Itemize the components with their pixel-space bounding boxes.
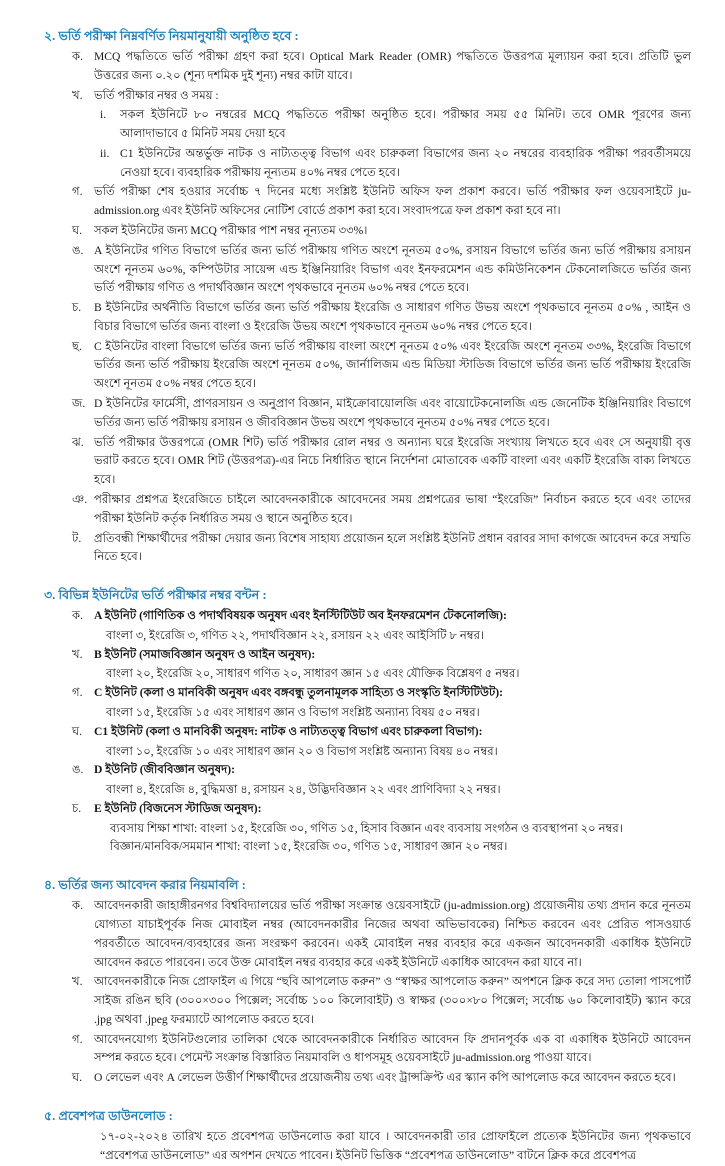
section-5-heading: ৫. প্রবেশপত্র ডাউনলোড : [44,1109,173,1124]
unit-title: D ইউনিট (জীববিজ্ঞান অনুষদ): [94,763,235,777]
list-item-text: A ইউনিটের গণিত বিভাগে ভর্তির জন্য ভর্তি পরীক্ষায় গণিত অংশে নূনতম ৫০%, রসায়ন বিভাগে ভর্তির জন্য ভর্তি পরীক্ষায় রসায়ন অংশে নূনতম ৬০%, কম্পিউটার সায়েন্স এন্ড ইঞ্জিনিয়ারিং বিভাগ এবং ইনফরমেশন এন্ড কমিউনিকেশন টেকনোলজিতে ভর্তির জন্য ভর্তি পরীক্ষায় গণিত ও পদার্থবিজ্ঞান অংশে পৃথকভাবে নূনতম ৬০% নম্বর পেতে হবে। [94,243,691,295]
unit-item [38,761,691,780]
unit-title: C ইউনিট (কলা ও মানবিকী অনুষদ এবং বঙ্গবন্ধু তুলনামূলক সাহিত্য ও সংস্কৃতি ইনস্টিটিউট): [94,686,504,700]
list-item-text: ভর্তি পরীক্ষা শেষ হওয়ার সর্বোচ্চ ৭ দিনের মধ্যে সংশ্লিষ্ট ইউনিট অফিস ফল প্রকাশ করবে। ভর্তি পরীক্ষার ফল ওয়েবসাইটে ju-admission.org এবং ইউনিট অফিসের নোটিশ বোর্ডে প্রকাশ করা হবে। সংবাদপত্রে ফল প্রকাশ করা হবে না। [94,185,691,218]
section-3 [38,587,691,857]
unit-item [38,723,691,742]
list-item-text: আবেদনকারী জাহাঙ্গীরনগর বিশ্ববিদ্যালয়ের ভর্তি পরীক্ষা সংক্রান্ত ওয়েবসাইটে (ju-admission.org) প্রয়োজনীয় তথ্য প্রদান করে নূনতম যোগ্যতা যাচাইপূর্বক নিজ মোবাইল নম্বর (আবেদনকারীর নিজের অথবা অভিভাবকের) নিশ্চিত করবেন এবং প্রেরিত পাসওয়ার্ড পরবর্তীতে আবেদন/ব্যবহারের জন্য সংরক্ষণ করবেন। একই মোবাইল নম্বর ব্যবহার করে একজন আবেদনকারী একাধিক ইউনিটে আবেদন করতে পারবেন। তবে উক্ত মোবাইল নম্বর ব্যবহার করে একই ইউনিটে একাধিক আবেদন করা যাবে না। [94,899,691,969]
list-marker: ঘ. [72,1071,83,1085]
list-marker: গ. [72,185,83,199]
list-marker: ঘ. [72,724,83,738]
list-item [38,183,691,221]
paragraph-block [38,1128,691,1166]
list-item-text: C1 ইউনিটের অন্তর্ভুক্ত নাটক ও নাট্যতত্ত্ব বিভাগ এবং চারুকলা বিভাগের জন্য ২০ নম্বরের ব্যবহারিক পরীক্ষা পরবর্তীসময়ে নেওয়া হবে। ব্যবহারিক পরীক্ষায় নূন্যতম ৪০% নম্বর পেতে হবে। [120,146,691,179]
section-gap [38,866,691,877]
list-marker: ক. [72,49,84,63]
unit-title: E ইউনিট (বিজনেস স্টাডিজ অনুষদ): [94,801,262,815]
section-gap [38,1097,691,1108]
list-marker: i. [100,108,107,122]
list-item-text: প্রতিবন্ধী শিক্ষার্থীদের পরীক্ষা দেয়ার জন্য বিশেষ সাহায্য প্রয়োজন হলে সংশ্লিষ্ট ইউনিট প্রধান বরাবর সাদা কাগজে আবেদন করে সম্মতি নিতে হবে। [94,531,691,564]
list-item [38,973,691,1029]
unit-detail: বাংলা ২০, ইংরেজি ২০, সাধারণ গণিত ২০, সাধারণ জ্ঞান ১৫ এবং যৌক্তিক বিশ্লেষণ ৫ নম্বর। [106,667,520,681]
list-item [38,145,691,183]
list-marker: ঙ. [72,243,84,257]
unit-item [38,684,691,703]
section-4 [38,877,691,1088]
list-marker: ঘ. [72,224,83,238]
list-marker: ii. [100,146,110,160]
list-marker: খ. [72,975,83,989]
list-item-text: MCQ পদ্ধতিতে ভর্তি পরীক্ষা গ্রহণ করা হবে। Optical Mark Reader (OMR) পদ্ধতিতে উত্তরপত্র মূল্যায়ন করা হবে। প্রতিটি ভুল উত্তরের জন্য ০.২০ (শূন্য দশমিক দুই শূন্য) নম্বর কাটা যাবে। [94,49,691,82]
list-item-text: ভর্তি পরীক্ষার উত্তরপত্রে (OMR শিট) ভর্তি পরীক্ষার রোল নম্বর ও অন্যান্য ঘরে ইংরেজি সংখ্যায় লিখতে হবে এবং সে অনুযায়ী বৃত্ত ভরাট করতে হবে। OMR শিট (উত্তরপত্র)-এর নিচে নির্ধারিত স্থানে নির্দেশনা মোতাবেক একটি বাংলা এবং একটি ইংরেজি বাক্য লিখতে হবে। [94,435,691,487]
list-item [38,395,691,433]
unit-item [38,607,691,626]
list-item [38,242,691,298]
unit-title: C1 ইউনিট (কলা ও মানবিকী অনুষদ: নাটক ও নাট্যতত্ত্ব বিভাগ এবং চারুকলা বিভাগ): [94,724,483,738]
list-item [38,491,691,529]
list-item [38,222,691,241]
list-item-text: O লেভেল এবং A লেভেল উত্তীর্ণ শিক্ষার্থীদের প্রয়োজনীয় তথ্য এবং ট্রান্সক্রিপ্ট এর স্ক্যান কপি আপলোড করে আবেদন করতে হবে। [94,1071,676,1085]
unit-item [38,800,691,819]
list-marker: ট. [72,531,82,545]
unit-detail: বাংলা ৪, ইংরেজি ৪, বুদ্ধিমত্তা ৪, রসায়ন ২৪, উদ্ভিদবিজ্ঞান ২২ এবং প্রাণিবিদ্যা ২২ নম্বর। [106,783,501,797]
list-marker: ঞ. [72,492,88,506]
list-marker: ছ. [72,339,82,353]
list-item-text: আবেদনযোগ্য ইউনিটগুলোর তালিকা থেকে আবেদনকারীকে নির্ধারিত আবেদন ফি প্রদানপূর্বক এক বা একাধিক ইউনিটে আবেদন সম্পন্ন করতে হবে। পেমেন্ট সংক্রান্ত বিস্তারিত নিয়মাবলি ও ধাপসমূহ ওয়েবসাইটে ju-admission.org পাওয়া যাবে। [94,1032,691,1065]
section-5-paragraph: ১৭-০২-২০২৪ তারিখ হতে প্রবেশপত্র ডাউনলোড করা যাবে । আবেদনকারী তার প্রোফাইলে প্রত্যেক ইউনিটের জন্য পৃথকভাবে “প্রবেশপত্র ডাউনলোড” এর অপশন দেখতে পাবেন। ইউনিট ভিত্তিক “প্রবেশপত্র ডাউনলোড” বাটনে ক্লিক করে প্রবেশপত্র [100,1130,691,1162]
list-marker: ঝ. [72,435,84,449]
list-marker: ক. [72,609,84,623]
list-item [38,87,691,106]
section-4-heading: ৪. ভর্তির জন্য আবেদন করার নিয়মাবলি : [44,878,246,893]
list-item [38,48,691,86]
list-item [38,1031,691,1069]
unit-detail: বাংলা ১০, ইংরেজি ১০ এবং সাধারণ জ্ঞান ২০ ও বিভাগ সংশ্লিষ্ট অন্যান্য বিষয় ৪০ নম্বর। [106,744,498,758]
list-item-text: B ইউনিটের অর্থনীতি বিভাগে ভর্তির জন্য ভর্তি পরীক্ষায় ইংরেজি ও সাধারণ গণিত উভয় অংশে পৃথকভাবে নূনতম ৫০% , আইন ও বিচার বিভাগে ভর্তির জন্য বাংলা ও ইংরেজি উভয় অংশে পৃথকভাবে নূনতম ৬০% নম্বর পেতে হবে। [94,301,691,333]
list-marker: গ. [72,686,83,700]
section-3-heading: ৩. বিভিন্ন ইউনিটের ভর্তি পরীক্ষার নম্বর বন্টন : [44,588,267,603]
list-item [38,530,691,568]
section-gap [38,576,691,587]
list-item-text: C ইউনিটের বাংলা বিভাগে ভর্তির জন্য ভর্তি পরীক্ষায় বাংলা অংশে নূনতম ৫০% এবং ইংরেজি অংশে নূনতম ৩৩%, ইংরেজি বিভাগে ভর্তির জন্য ভর্তি পরীক্ষায় ইংরেজি অংশে নূনতম ৫০%, জার্নালিজম এন্ড মিডিয়া স্টাডিজ বিভাগে ভর্তির জন্য ভর্তি পরীক্ষায় ইংরেজি অংশে নূনতম ৫০% নম্বর পেতে হবে। [94,339,691,391]
section-5 [38,1108,691,1166]
list-item [38,106,691,144]
list-item-text: সকল ইউনিটে ৮০ নম্বরের MCQ পদ্ধতিতে পরীক্ষা অনুষ্ঠিত হবে। পরীক্ষার সময় ৫৫ মিনিট। তবে OMR পূরণের জন্য আলাদাভাবে ৫ মিনিট সময় দেয়া হবে [120,108,691,141]
unit-detail-alt: বিজ্ঞান/মানবিক/সমমান শাখা: বাংলা ১৫, ইংরেজি ৩০, গণিত ১৫, সাধারণ জ্ঞান ২০ নম্বর। [110,840,508,854]
list-item-text: সকল ইউনিটের জন্য MCQ পরীক্ষার পাশ নম্বর নূন্যতম ৩৩%। [94,224,368,238]
list-marker: ঙ. [72,763,84,777]
unit-item [38,646,691,665]
section-2 [38,28,691,567]
unit-detail: ব্যবসায় শিক্ষা শাখা: বাংলা ১৫, ইংরেজি ৩০, গণিত ১৫, হিসাব বিজ্ঞান এবং ব্যবসায় সংগঠন ও ব্যবস্থাপনা ২০ নম্বর। [110,821,623,835]
list-marker: জ. [72,397,86,411]
unit-title: B ইউনিট (সমাজবিজ্ঞান অনুষদ ও আইন অনুষদ): [94,647,316,661]
list-item [38,434,691,490]
list-item-text: পরীক্ষার প্রশ্নপত্র ইংরেজিতে চাইলে আবেদনকারীকে আবেদনের সময় প্রশ্নপত্রের ভাষা “ইংরেজি” নির্বাচন করতে হবে এবং তাদের পরীক্ষা ইউনিট কর্তৃক নির্ধারিত সময় ও স্থানে অনুষ্ঠিত হবে। [94,492,691,525]
list-item-text: ভর্তি পরীক্ষার নম্বর ও সময় : [94,88,219,102]
list-item-text: আবেদনকারীকে নিজ প্রোফাইল এ গিয়ে “ছবি আপলোড করুন” ও “স্বাক্ষর আপলোড করুন” অপশনে ক্লিক করে সদ্য তোলা পাসপোর্ট সাইজ রঙিন ছবি (৩০০×৩০০ পিক্সেল; সর্বোচ্চ ১০০ কিলোবাইট) ও স্বাক্ষর (৩০০×৮০ পিক্সেল; সর্বোচ্চ ৬০ কিলোবাইট) স্ক্যান করে .jpg অথবা .jpeg ফরম্যাটে আপলোড করতে হবে। [94,975,691,1026]
list-marker: চ. [72,301,82,315]
list-item [38,1069,691,1088]
list-marker: ক. [72,899,84,913]
list-marker: চ. [72,801,82,815]
list-marker: গ. [72,1032,83,1046]
section-2-heading: ২. ভর্তি পরীক্ষা নিম্নবর্ণিত নিয়মানুযায়ী অনুষ্ঠিত হবে : [44,29,299,43]
unit-detail: বাংলা ১৫, ইংরেজি ১৫ এবং সাধারণ জ্ঞান ও বিভাগ সংশ্লিষ্ট অন্যান্য বিষয় ৫০ নম্বর। [106,705,480,719]
list-item-text: D ইউনিটের ফার্মেসী, প্রাণরসায়ন ও অনুপ্রাণ বিজ্ঞান, মাইক্রোবায়োলজি এবং বায়োটেকনোলজি এন্ড জেনেটিক ইঞ্জিনিয়ারিং বিভাগে ভর্তির জন্য ভর্তি পরীক্ষায় রসায়ন ও জীববিজ্ঞান উভয় অংশে পৃথকভাবে নূনতম ৫০% নম্বর পেতে হবে। [94,397,691,429]
list-marker: খ. [72,647,83,661]
list-marker: খ. [72,88,83,102]
list-item [38,897,691,972]
unit-detail: বাংলা ৩, ইংরেজি ৩, গণিত ২২, পদার্থবিজ্ঞান ২২, রসায়ন ২২ এবং আইসিটি ৮ নম্বর। [106,628,485,642]
unit-title: A ইউনিট (গাণিতিক ও পদার্থবিষয়ক অনুষদ এবং ইনস্টিটিউট অব ইনফরমেশন টেকনোলজি): [94,609,507,623]
list-item [38,338,691,394]
list-item [38,299,691,337]
